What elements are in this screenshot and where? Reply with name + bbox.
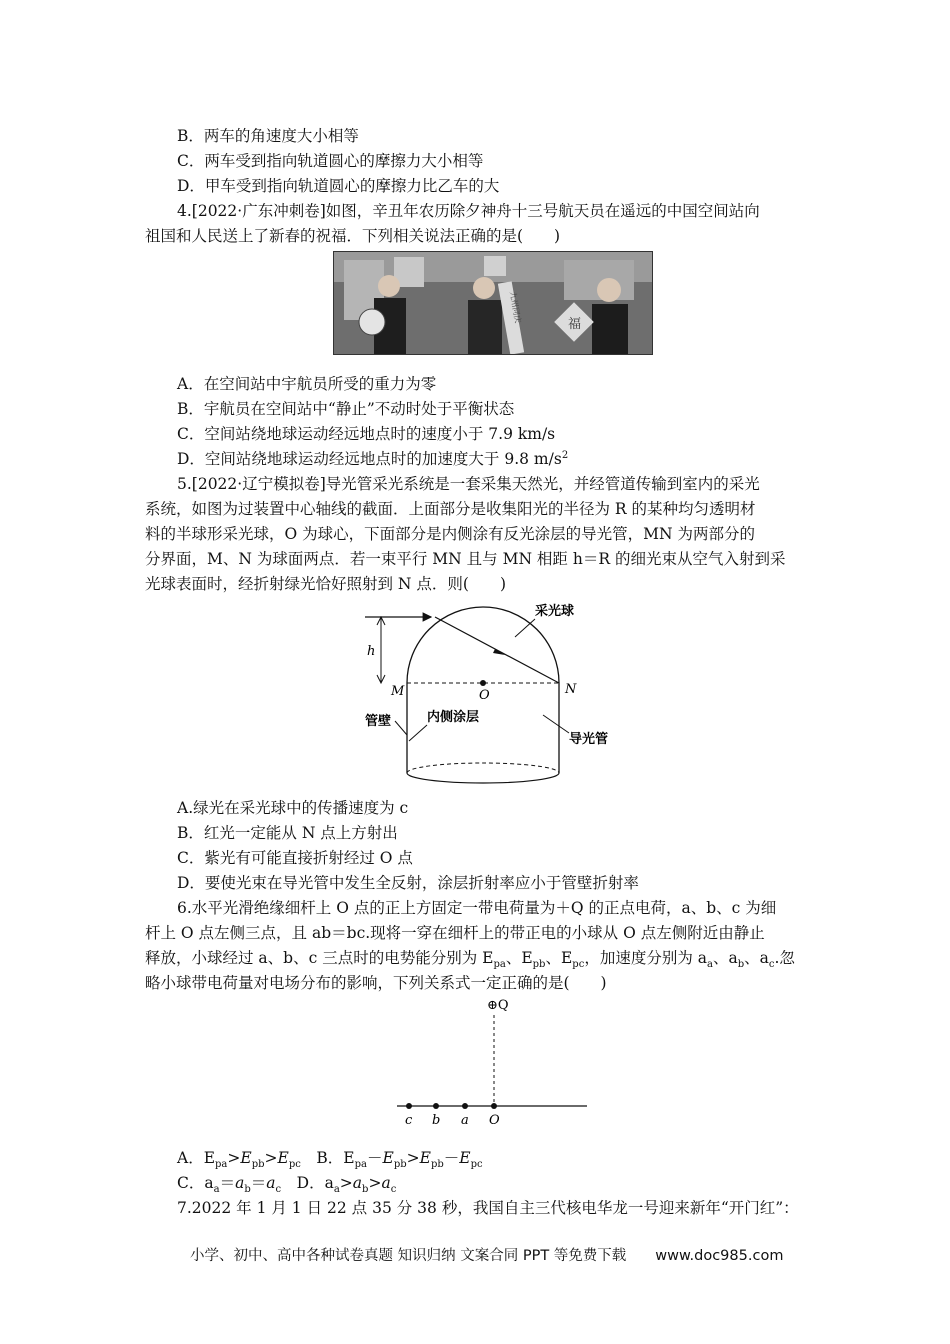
light-pipe-diagram	[355, 595, 635, 785]
q6-optB-sub4: pc	[470, 1159, 483, 1171]
refracted-ray	[435, 617, 559, 683]
label-charge-q: ⊕Q	[487, 998, 509, 1013]
label-h: h	[367, 644, 376, 659]
q3-option-d: D．甲车受到指向轨道圆心的摩擦力比乙车的大	[177, 177, 500, 195]
q5-option-b: B．红光一定能从 N 点上方射出	[177, 824, 398, 842]
q4-option-b: B．宇航员在空间站中“静止”不动时处于平衡状态	[177, 400, 515, 418]
center-point-o	[480, 680, 486, 686]
q6-line3-part4: ，加速度分别为 a	[584, 949, 707, 967]
footer-text: 小学、初中、高中各种试卷真题 知识归纳 文案合同 PPT 等免费下载	[190, 1248, 627, 1264]
q4-stem-line2: 祖国和人民送上了新春的祝福．下列相关说法正确的是( )	[145, 227, 561, 245]
label-o: O	[479, 688, 490, 703]
astronaut-photo-illustration	[334, 252, 652, 354]
q5-stem-line4: 分界面，M、N 为球面两点．若一束平行 MN 且与 MN 相距 h＝R 的细光束从空气入射到采	[145, 550, 786, 568]
label-b: b	[432, 1113, 441, 1128]
wall-label-leader	[395, 721, 407, 735]
point-o	[491, 1103, 497, 1109]
q6-line3-part7: .忽	[774, 949, 795, 967]
q6-options-cd: C．$a_a=a_b=a_c$ D．$a_a>a_b>a_c$	[177, 1174, 397, 1196]
q3-option-b: B．两车的角速度大小相等	[177, 127, 359, 145]
q6-optC-sub2: b	[244, 1184, 251, 1196]
q6-line3-part6: 、a	[744, 949, 769, 967]
q6-sub-pa: pa	[493, 959, 506, 971]
coating-label-leader	[409, 725, 427, 741]
q6-optB-sub3: pb	[430, 1159, 444, 1171]
label-tube-wall: 管壁	[365, 714, 392, 729]
q6-sub-a: a	[706, 959, 713, 971]
q4-option-a: A．在空间站中宇航员所受的重力为零	[177, 375, 437, 393]
q6-option-b-letter: B．E	[316, 1149, 355, 1167]
label-a: a	[461, 1113, 469, 1128]
q5-option-d: D．要使光束在导光管中发生全反射，涂层折射率应小于管壁折射率	[177, 874, 639, 892]
q6-optA-sub1: pa	[215, 1159, 228, 1171]
q6-optD-sub2: b	[362, 1184, 369, 1196]
q4-option-c: C．空间站绕地球运动经远地点时的速度小于 7.9 km/s	[177, 425, 556, 443]
q6-optA-sub3: pc	[288, 1159, 301, 1171]
refracted-ray-arrow	[493, 649, 505, 655]
photo-fu-character: 福	[568, 317, 582, 332]
q4-option-d-text: D．空间站绕地球运动经远地点时的加速度大于 9.8 m/s	[177, 450, 562, 468]
q6-stem-line1: 6.水平光滑绝缘细杆上 O 点的正上方固定一带电荷量为＋Q 的正点电荷，a、b、c 为细	[177, 899, 777, 917]
label-light-tube: 导光管	[569, 732, 609, 747]
q6-optD-sub3: c	[390, 1184, 397, 1196]
q6-stem-line2: 杆上 O 点左侧三点，且 ab＝bc.现将一穿在细杆上的带正电的小球从 O 点左侧附近由静止	[145, 924, 765, 942]
tube-label-leader	[543, 715, 569, 733]
label-collector-ball: 采光球	[535, 604, 575, 619]
q6-line3-part3: 、E	[545, 949, 573, 967]
q6-stem-line4: 略小球带电荷量对电场分布的影响，下列关系式一定正确的是( )	[145, 974, 607, 992]
tube-bottom-back	[407, 763, 559, 773]
tube-bottom-front	[407, 773, 559, 783]
label-c: c	[405, 1113, 413, 1128]
label-inner-coating: 内侧涂层	[427, 710, 480, 725]
q6-line3-part1: 释放，小球经过 a、b、c 三点时的电势能分别为 E	[145, 949, 494, 967]
q6-optB-sub1: pa	[354, 1159, 367, 1171]
q6-line3-part5: 、a	[712, 949, 738, 967]
q6-optC-sub3: c	[275, 1184, 282, 1196]
q5-stem-line1: 5.[2022·辽宁模拟卷]导光管采光系统是一套采集天然光，并经管道传输到室内的采光	[177, 475, 760, 493]
point-a	[462, 1103, 468, 1109]
q5-stem-line3: 料的半球形采光球，O 为球心，下面部分是内侧涂有反光涂层的导光管，MN 为两部分的	[145, 525, 755, 543]
q7-stem-line1: 7.2022 年 1 月 1 日 22 点 35 分 38 秒，我国自主三代核电华龙一号迎来新年“开门红”：	[177, 1199, 799, 1217]
q4-stem-line1: 4.[2022·广东冲刺卷]如图，辛丑年农历除夕神舟十三号航天员在遥远的中国空间站向	[177, 202, 760, 220]
q6-sub-pc: pc	[572, 959, 585, 971]
q6-option-a-letter: A．E	[177, 1149, 216, 1167]
q6-optA-sub2: pb	[251, 1159, 265, 1171]
astronaut-photo	[333, 251, 653, 355]
q6-optB-sub2: pb	[393, 1159, 407, 1171]
q6-sub-b: b	[737, 959, 745, 971]
q5-option-a: A.绿光在采光球中的传播速度为 c	[177, 799, 409, 817]
ball-label-leader	[515, 619, 535, 637]
page-footer	[190, 1244, 783, 1265]
q3-option-c: C．两车受到指向轨道圆心的摩擦力大小相等	[177, 152, 484, 170]
q6-line3-part2: 、E	[505, 949, 533, 967]
charge-rod-diagram	[395, 995, 595, 1130]
footer-url[interactable]: www.doc985.com	[655, 1248, 784, 1264]
q5-option-c: C．紫光有可能直接折射经过 O 点	[177, 849, 413, 867]
q5-stem-line5: 光球表面时，经折射绿光恰好照射到 N 点．则( )	[145, 575, 507, 593]
point-b	[433, 1103, 439, 1109]
q5-stem-line2: 系统，如图为过装置中心轴线的截面．上面部分是收集阳光的半径为 R 的某种均匀透明材	[145, 500, 756, 518]
label-m: M	[391, 684, 405, 699]
q6-optC-sub1: a	[213, 1184, 220, 1196]
q6-stem-line3	[145, 947, 795, 969]
q6-options-ab: A．$E_{pa}>E_{pb}>E_{pc}$ B．$E_{pa}-E_{pb}>E_{pb}-E_{pc}$	[177, 1149, 483, 1171]
q6-option-c-letter: C．a	[177, 1174, 214, 1192]
q6-sub-pb: pb	[532, 959, 546, 971]
q4-option-d-exponent: 2	[561, 449, 569, 461]
photo-banner-text: 九州同庆	[508, 290, 523, 324]
q6-optD-sub1: a	[333, 1184, 340, 1196]
point-c	[406, 1103, 412, 1109]
q4-option-d	[177, 448, 568, 470]
q6-option-d-letter: D．a	[296, 1174, 334, 1192]
q6-sub-c: c	[768, 959, 775, 971]
label-n: N	[565, 682, 577, 697]
label-o: O	[489, 1113, 500, 1128]
